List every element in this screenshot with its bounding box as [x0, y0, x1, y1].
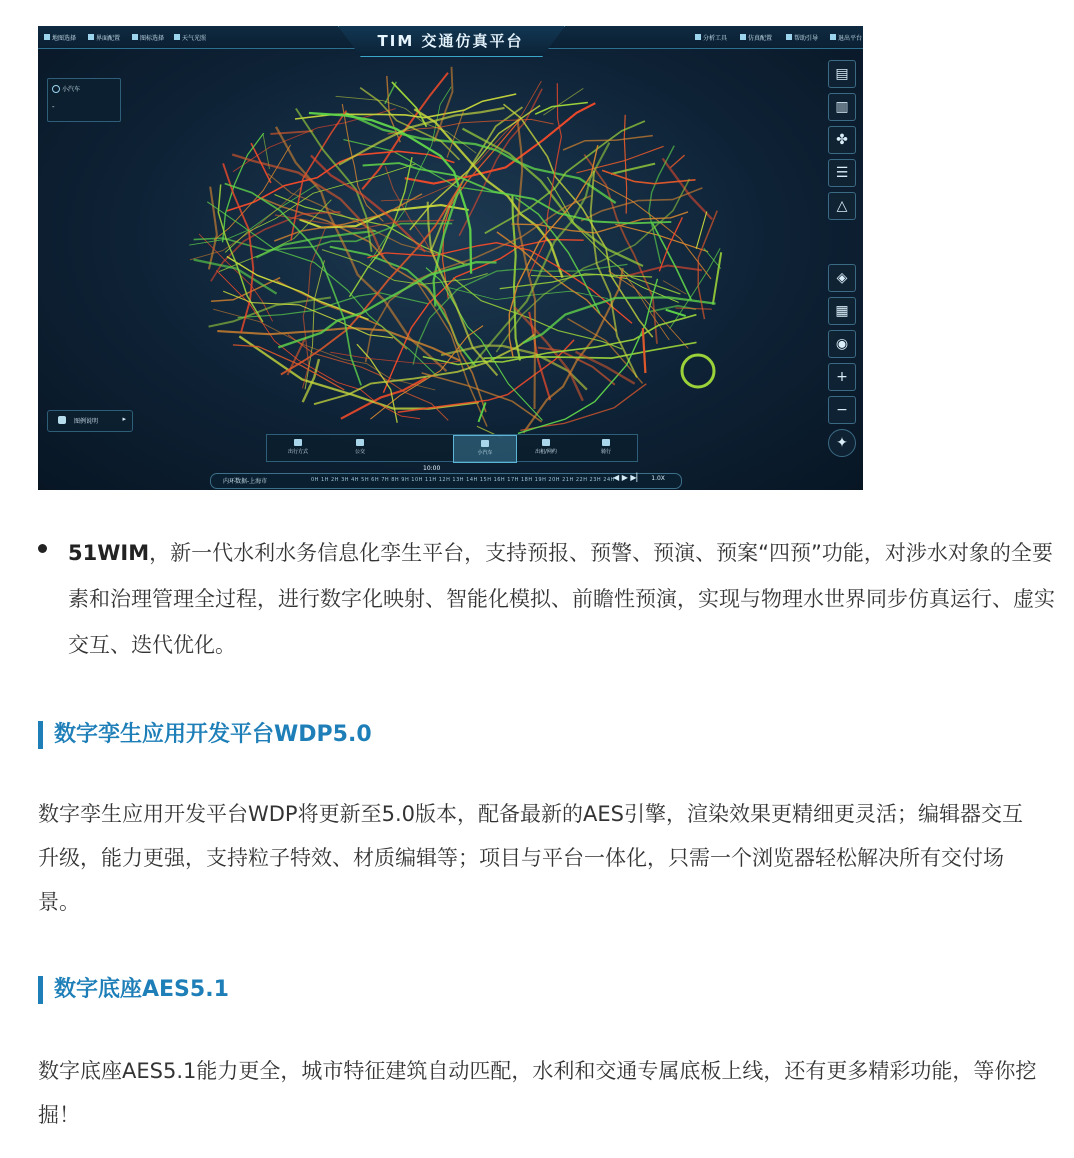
bus-icon	[356, 439, 364, 446]
vehicle-type-panel[interactable]: 小汽车 -	[47, 78, 121, 122]
tab-cycling[interactable]: 骑行	[575, 435, 637, 461]
playback-speed[interactable]: 1.0X	[651, 475, 665, 482]
timeline-scope-label: 内环数据-上海市	[223, 478, 268, 485]
road-segment	[233, 345, 344, 390]
bike-icon	[602, 439, 610, 446]
sim-config-button[interactable]: 仿真配置	[740, 31, 772, 43]
analysis-tools-button[interactable]: 分析工具	[695, 31, 727, 43]
road-segment	[611, 164, 655, 174]
exit-icon	[830, 34, 836, 40]
time-slider[interactable]	[210, 465, 682, 489]
pin-icon[interactable]: ◉	[828, 330, 856, 358]
building-icon[interactable]: ▥	[828, 93, 856, 121]
traffic-simulation-screenshot	[38, 26, 863, 490]
bullet-dot	[38, 544, 47, 553]
legend-button[interactable]: 图例说明 ▸	[47, 410, 133, 432]
timeline-current-time: 10:00	[423, 465, 441, 472]
section-heading-aes: 数字底座AES5.1	[38, 976, 229, 1004]
zoom-in-icon[interactable]: +	[828, 363, 856, 391]
car-icon	[52, 85, 60, 93]
bullet-body: ，新一代水利水务信息化孪生平台，支持预报、预警、预演、预案“四预”功能，对涉水对象的全要素和治理管理全过程，进行数字化映射、智能化模拟、前瞻性预演，实现与物理水世界同步仿真运行、虚实交互、迭代优化。	[68, 541, 1055, 657]
play-icon[interactable]: ▶	[621, 473, 628, 482]
road-segment	[520, 384, 646, 431]
road-segment	[576, 352, 635, 384]
image-icon	[132, 34, 138, 40]
section-body-wdp: 数字孪生应用开发平台WDP将更新至5.0版本，配备最新的AES引擎，渲染效果更精细更灵活；编辑器交互升级，能力更强，支持粒子特效、材质编辑等；项目与平台一体化，只需一个浏览器轻松解决所有交付场景。	[38, 802, 1023, 914]
tab-car[interactable]: 小汽车	[453, 435, 517, 463]
road-segment	[209, 298, 331, 327]
road-segment	[653, 224, 692, 301]
compass-icon[interactable]: ✦	[828, 429, 856, 457]
bullet-bold: 51WIM	[68, 541, 150, 565]
road-segment	[643, 328, 646, 373]
tools-icon	[695, 34, 701, 40]
bullet-text	[68, 530, 1063, 668]
road-segment	[330, 352, 458, 364]
settings-icon	[740, 34, 746, 40]
weather-icon	[174, 34, 180, 40]
road-segment	[216, 270, 420, 418]
car-icon	[481, 440, 489, 447]
road-segment	[528, 83, 561, 276]
icon-select-button[interactable]: 图标选择	[132, 31, 164, 43]
road-segment	[666, 310, 686, 316]
section-heading-wdp: 数字孪生应用开发平台WDP5.0	[38, 721, 372, 749]
road-segment	[675, 308, 712, 309]
road-segment	[367, 243, 632, 324]
platform-title: TIM 交通仿真平台	[377, 32, 524, 50]
road-segment	[238, 293, 428, 318]
building2-icon[interactable]: ▦	[828, 297, 856, 325]
road-segment	[543, 88, 583, 115]
road-segment	[670, 155, 684, 168]
road-segment	[218, 184, 263, 322]
tab-bus[interactable]: 公交	[329, 435, 391, 461]
road-segment	[568, 319, 643, 384]
road-segment	[370, 326, 483, 419]
chart-icon[interactable]: ▤	[828, 60, 856, 88]
help-guide-button[interactable]: 帮助引导	[786, 31, 818, 43]
layout-icon	[88, 34, 94, 40]
help-icon	[786, 34, 792, 40]
mode-icon	[294, 439, 302, 446]
chevron-right-icon: ▸	[122, 415, 126, 423]
city-road-network-map	[38, 26, 863, 490]
tab-travel-mode[interactable]: 出行方式	[267, 435, 329, 461]
exit-platform-button[interactable]: 退出平台	[830, 31, 862, 43]
cube-icon[interactable]: ◈	[828, 264, 856, 292]
road-segment	[341, 378, 426, 419]
map-select-button[interactable]: 地图选择	[44, 31, 76, 43]
section-body-aes: 数字底座AES5.1能力更全，城市特征建筑自动匹配，水利和交通专属底板上线，还有更多精彩功能，等你挖掘！	[38, 1059, 1037, 1127]
travel-mode-tabs	[266, 434, 638, 462]
recycle-icon[interactable]: △	[828, 192, 856, 220]
road-segment	[453, 278, 622, 349]
zoom-out-icon[interactable]: −	[828, 396, 856, 424]
cluster-icon[interactable]: ✤	[828, 126, 856, 154]
road-segment	[479, 402, 486, 422]
ui-config-button[interactable]: 界面配置	[88, 31, 120, 43]
map-icon	[44, 34, 50, 40]
road-segment	[523, 297, 716, 343]
road-segment	[535, 103, 588, 115]
taxi-icon	[542, 439, 550, 446]
road-segment	[291, 111, 347, 241]
road-segment	[426, 268, 543, 421]
playback-controls	[613, 473, 665, 482]
timeline-ticks: 0H 1H 2H 3H 4H 5H 6H 7H 8H 9H 10H 11H 12H 13H 14H 15H 16H 17H 18H 19H 20H 21H 22H 23H 24H	[311, 477, 615, 483]
loop-road	[682, 355, 714, 387]
tab-taxi[interactable]: 出租/网约	[515, 435, 577, 461]
menu-icon[interactable]: ☰	[828, 159, 856, 187]
weather-light-button[interactable]: 天气光照	[174, 31, 206, 43]
road-segment	[563, 136, 653, 150]
rewind-icon[interactable]: ◀	[613, 473, 620, 482]
road-segment	[663, 158, 713, 219]
forward-icon[interactable]: ▶▏	[630, 473, 643, 482]
legend-icon	[58, 416, 66, 424]
road-segment	[696, 212, 707, 249]
road-segment	[209, 187, 217, 270]
road-segment	[577, 146, 664, 173]
